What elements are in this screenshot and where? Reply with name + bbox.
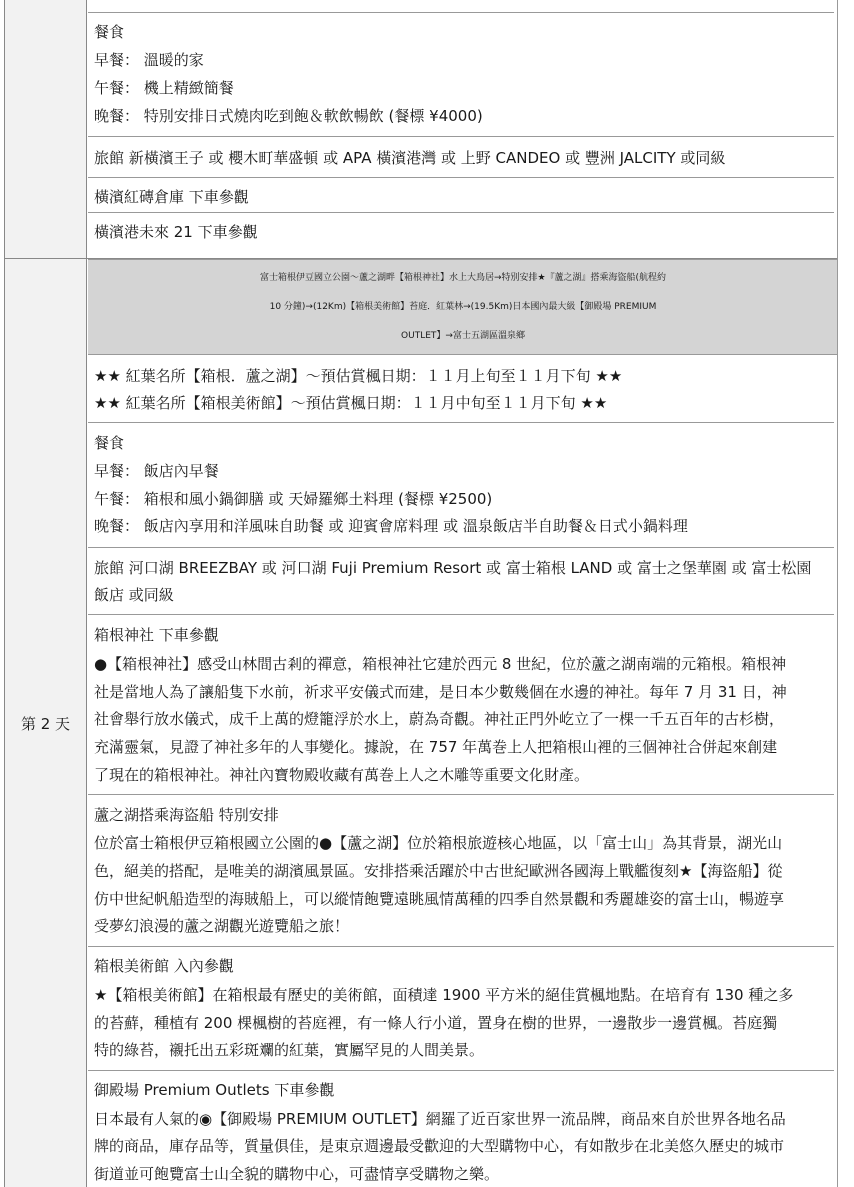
day-title-band bbox=[88, 259, 838, 355]
section-heading: 箱根神社 下車參觀 bbox=[94, 626, 219, 644]
divider bbox=[88, 794, 834, 795]
section-line: 色，絕美的搭配，是唯美的湖濱風景區。安排搭乘活躍於中古世紀歐洲各國海上戰艦復刻★【海盜船】從 bbox=[94, 862, 783, 880]
table-right-border bbox=[837, 0, 838, 1187]
day-title-line: 富士箱根伊豆國立公園～蘆之湖畔【箱根神社】水上大鳥居→特別安排★『蘆之湖』搭乘海盜船(航程約 bbox=[259, 273, 667, 283]
divider bbox=[88, 614, 834, 615]
lunch-text: 午餐： 箱根和風小鍋御膳 或 天婦羅鄉土料理 (餐標 ¥2500) bbox=[94, 490, 493, 508]
section-line: 位於富士箱根伊豆箱根國立公園的●【蘆之湖】位於箱根旅遊核心地區，以「富士山」為其背景，湖光山 bbox=[94, 834, 783, 852]
divider bbox=[88, 1070, 834, 1071]
breakfast-text: 早餐： 溫暖的家 bbox=[94, 51, 204, 69]
section-line: 牌的商品，庫存品等，質量俱佳，是東京週邊最受歡迎的大型購物中心，有如散步在北美悠久歷史的城市 bbox=[94, 1137, 785, 1155]
divider bbox=[88, 422, 834, 423]
section-line: 日本最有人氣的◉【御殿場 PREMIUM OUTLET】網羅了近百家世界一流品牌，商品來自於世界各地名品 bbox=[94, 1110, 786, 1128]
meals-header: 餐食 bbox=[94, 23, 125, 41]
section-heading: 箱根美術館 入內參觀 bbox=[94, 957, 234, 975]
section-heading: 蘆之湖搭乘海盜船 特別安排 bbox=[94, 806, 279, 824]
section-line: 了現在的箱根神社。神社內寶物殿收藏有萬巻上人之木雕等重要文化財產。 bbox=[94, 766, 590, 784]
divider bbox=[88, 12, 834, 13]
sight-text: 橫濱紅磚倉庫 下車參觀 bbox=[94, 188, 249, 206]
section-line: 充滿靈氣，見證了神社多年的人事變化。據說，在 757 年萬巻上人把箱根山裡的三個神社合併起來創建 bbox=[94, 738, 778, 756]
dinner-text: 晚餐： 飯店內享用和洋風味自助餐 或 迎賓會席料理 或 溫泉飯店半自助餐＆日式小鍋料理 bbox=[94, 517, 688, 535]
meals-header: 餐食 bbox=[94, 434, 125, 452]
section-line: 社會舉行放水儀式，成千上萬的燈籠浮於水上，蔚為奇觀。神社正門外屹立了一棵一千五百年的古杉樹， bbox=[94, 710, 785, 728]
section-heading: 御殿場 Premium Outlets 下車參觀 bbox=[94, 1081, 335, 1099]
divider bbox=[88, 212, 834, 213]
sight-text: 橫濱港未來 21 下車參觀 bbox=[94, 223, 258, 241]
dinner-text: 晚餐： 特別安排日式燒肉吃到飽＆軟飲暢飲 (餐標 ¥4000) bbox=[94, 107, 483, 125]
divider bbox=[88, 946, 834, 947]
section-line: 仿中世紀帆船造型的海賊船上，可以縱情飽覽遠眺風情萬種的四季自然景觀和秀麗雄姿的富士山，暢遊享 bbox=[94, 890, 785, 908]
breakfast-text: 早餐： 飯店內早餐 bbox=[94, 462, 219, 480]
lunch-text: 午餐： 機上精緻簡餐 bbox=[94, 79, 234, 97]
divider bbox=[88, 136, 834, 137]
hotel-text: 旅館 河口湖 BREEZBAY 或 河口湖 Fuji Premium Resort 或 富士箱根 LAND 或 富士之堡華園 或 富士松園 bbox=[94, 559, 812, 577]
section-line: 特的綠苔，襯托出五彩斑斕的紅葉，實屬罕見的人間美景。 bbox=[94, 1041, 485, 1059]
hotel-text: 旅館 新橫濱王子 或 櫻木町華盛頓 或 APA 橫濱港灣 或 上野 CANDEO 或 豐洲 JALCITY 或同級 bbox=[94, 149, 726, 167]
divider bbox=[88, 547, 834, 548]
section-line: ★【箱根美術館】在箱根最有歷史的美術館，面積達 1900 平方米的絕佳賞楓地點。在培育有 130 種之多 bbox=[94, 986, 794, 1004]
section-line: 街道並可飽覽富士山全貌的購物中心，可盡情享受購物之樂。 bbox=[94, 1165, 500, 1183]
section-line: ●【箱根神社】感受山林間古剎的禪意，箱根神社它建於西元 8 世紀，位於蘆之湖南端的元箱根。箱根神 bbox=[94, 655, 787, 673]
section-line: 的苔蘚，種植有 200 棵楓樹的苔庭裡，有一條人行小道，置身在樹的世界，一邊散步一邊賞楓。苔庭獨 bbox=[94, 1014, 778, 1032]
day-label-cell bbox=[4, 259, 87, 1187]
section-line: 受夢幻浪漫的蘆之湖觀光遊覽船之旅！ bbox=[94, 917, 350, 935]
foliage-note: ★★ 紅葉名所【箱根美術館】～預估賞楓日期：１１月中旬至１１月下旬 ★★ bbox=[94, 394, 608, 412]
hotel-text: 飯店 或同級 bbox=[94, 586, 174, 604]
day-title-line: 10 分鐘)→(12Km)【箱根美術館】苔庭．紅葉林→(19.5Km)日本國內最大級【御殿場 PREMIUM bbox=[269, 302, 657, 312]
divider bbox=[88, 177, 834, 178]
day1-cell bbox=[4, 0, 87, 258]
day-title-line: OUTLET】→富士五湖區溫泉鄉 bbox=[401, 331, 525, 341]
day-label: 第 2 天 bbox=[20, 714, 71, 733]
foliage-note: ★★ 紅葉名所【箱根．蘆之湖】～預估賞楓日期：１１月上旬至１１月下旬 ★★ bbox=[94, 367, 623, 385]
section-line: 社是當地人為了讓船隻下水前，祈求平安儀式而建，是日本少數幾個在水邊的神社。每年 7 月 31 日，神 bbox=[94, 683, 787, 701]
